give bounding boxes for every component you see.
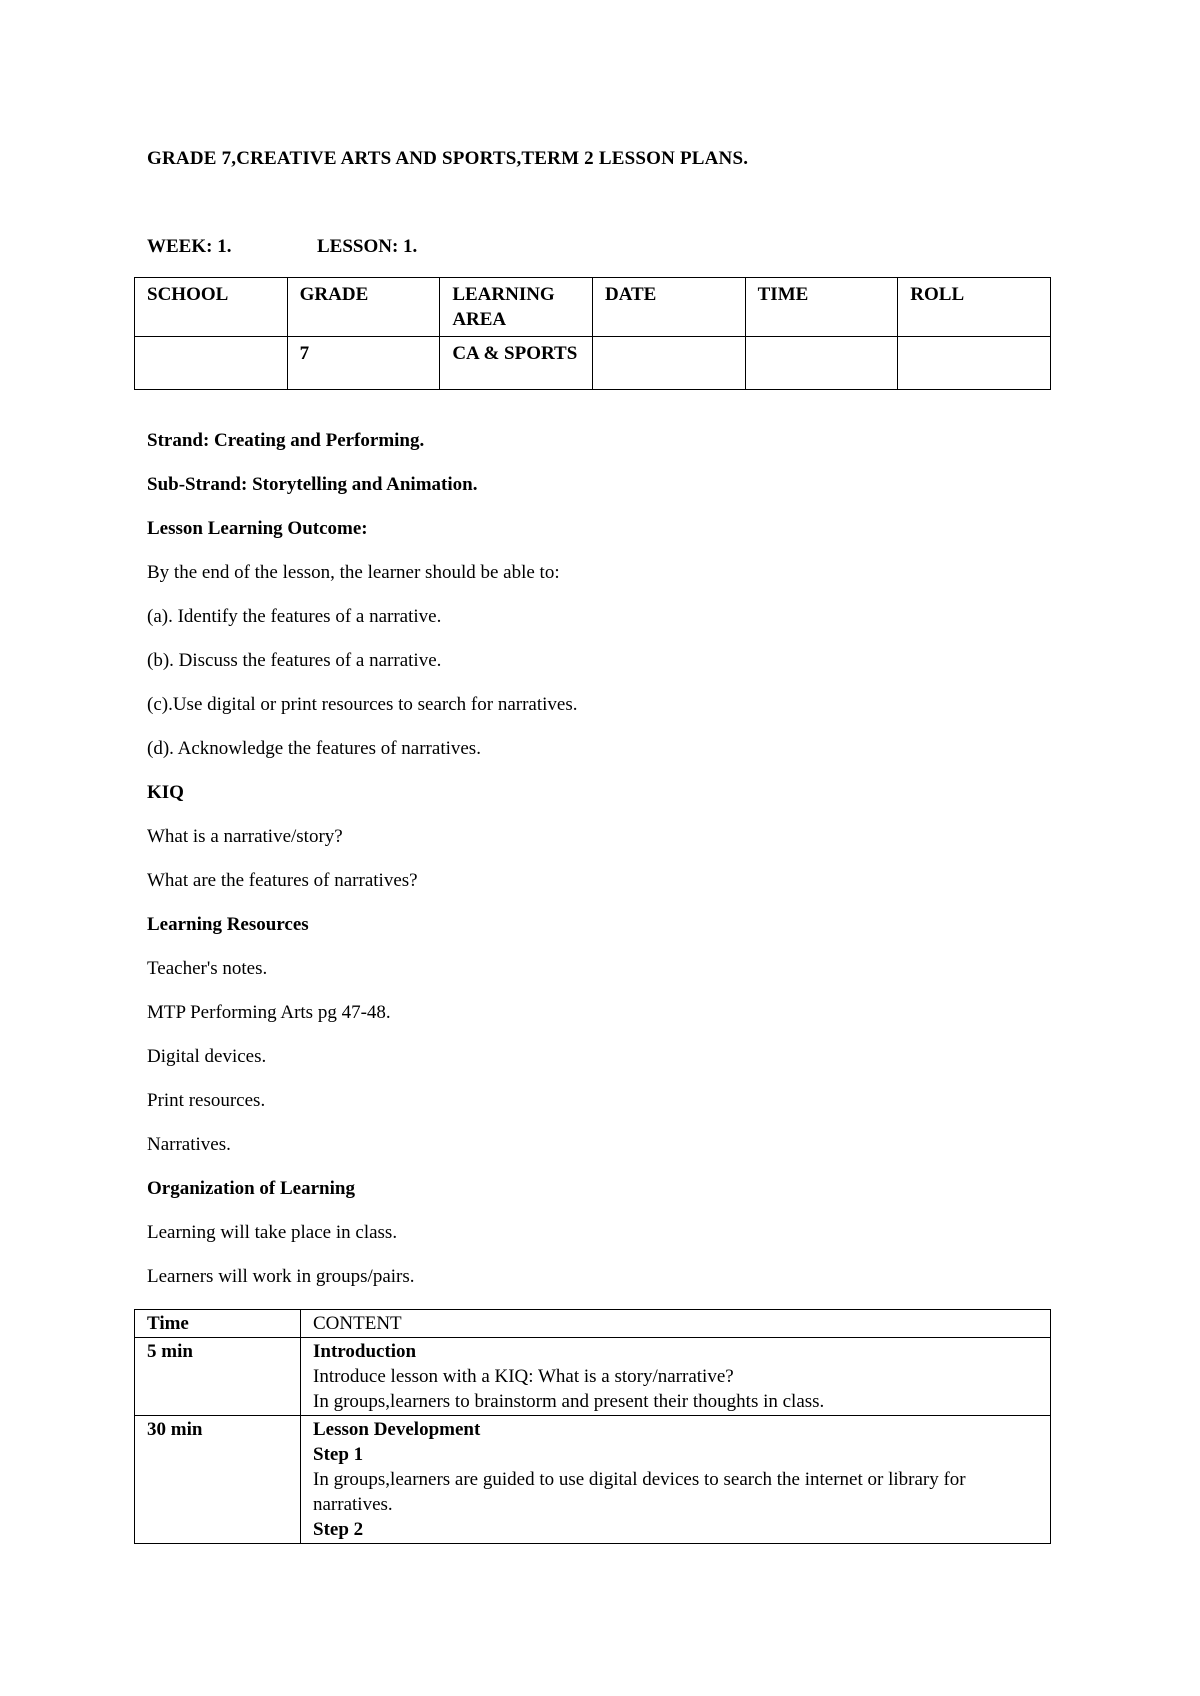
info-value-school — [135, 337, 288, 390]
info-value-grade: 7 — [287, 337, 440, 390]
info-value-time — [745, 337, 898, 390]
lesson-info-table — [134, 277, 1051, 390]
kiq-heading: KIQ — [147, 782, 184, 803]
info-value-roll — [898, 337, 1051, 390]
content-cell — [301, 1416, 1051, 1544]
outcome-heading: Lesson Learning Outcome: — [147, 518, 368, 539]
content-row-introduction — [135, 1338, 1051, 1416]
content-heading: Lesson Development — [313, 1419, 481, 1440]
lesson-body — [147, 430, 1047, 1310]
resources-heading: Learning Resources — [147, 914, 309, 935]
content-header-content: CONTENT — [301, 1310, 1051, 1338]
content-header-row — [135, 1310, 1051, 1338]
outcome-intro: By the end of the lesson, the learner should be able to: — [147, 562, 560, 583]
info-header-time: TIME — [745, 278, 898, 337]
organization-item: Learners will work in groups/pairs. — [147, 1266, 415, 1287]
info-header-date: DATE — [592, 278, 745, 337]
step-1-text: In groups,learners are guided to use digital devices to search the internet or library for narratives. — [313, 1469, 966, 1515]
week-lesson-line — [147, 236, 418, 258]
strand: Strand: Creating and Performing. — [147, 430, 425, 451]
content-heading: Introduction — [313, 1341, 417, 1362]
resource-item: Narratives. — [147, 1134, 231, 1155]
info-value-learning-area: CA & SPORTS — [440, 337, 593, 390]
document-title: GRADE 7,CREATIVE ARTS AND SPORTS,TERM 2 LESSON PLANS. — [147, 148, 749, 169]
content-row-lesson-development — [135, 1416, 1051, 1544]
resource-item: Teacher's notes. — [147, 958, 268, 979]
info-header-school: SCHOOL — [135, 278, 288, 337]
content-time: 30 min — [135, 1416, 301, 1544]
kiq-item: What is a narrative/story? — [147, 826, 343, 847]
resource-item: Print resources. — [147, 1090, 266, 1111]
kiq-item: What are the features of narratives? — [147, 870, 418, 891]
lesson-content-table — [134, 1309, 1051, 1544]
info-header-roll: ROLL — [898, 278, 1051, 337]
content-cell — [301, 1338, 1051, 1416]
sub-strand: Sub-Strand: Storytelling and Animation. — [147, 474, 478, 495]
info-value-row — [135, 337, 1051, 390]
info-header-learning-area: LEARNING AREA — [440, 278, 593, 337]
outcome-item: (b). Discuss the features of a narrative. — [147, 650, 442, 671]
step-2-label: Step 2 — [313, 1519, 364, 1540]
organization-heading: Organization of Learning — [147, 1178, 355, 1199]
resource-item: MTP Performing Arts pg 47-48. — [147, 1002, 391, 1023]
outcome-item: (a). Identify the features of a narrative. — [147, 606, 442, 627]
content-line: Introduce lesson with a KIQ: What is a story/narrative? — [313, 1366, 734, 1387]
content-time: 5 min — [135, 1338, 301, 1416]
organization-item: Learning will take place in class. — [147, 1222, 398, 1243]
lesson-label: LESSON: 1. — [317, 236, 418, 257]
step-1-label: Step 1 — [313, 1444, 364, 1465]
info-header-grade: GRADE — [287, 278, 440, 337]
info-value-date — [592, 337, 745, 390]
info-header-row — [135, 278, 1051, 337]
content-header-time: Time — [135, 1310, 301, 1338]
content-line: In groups,learners to brainstorm and present their thoughts in class. — [313, 1391, 825, 1412]
resource-item: Digital devices. — [147, 1046, 267, 1067]
outcome-item: (d). Acknowledge the features of narratives. — [147, 738, 481, 759]
outcome-item: (c).Use digital or print resources to search for narratives. — [147, 694, 578, 715]
week-label: WEEK: 1. — [147, 236, 232, 257]
